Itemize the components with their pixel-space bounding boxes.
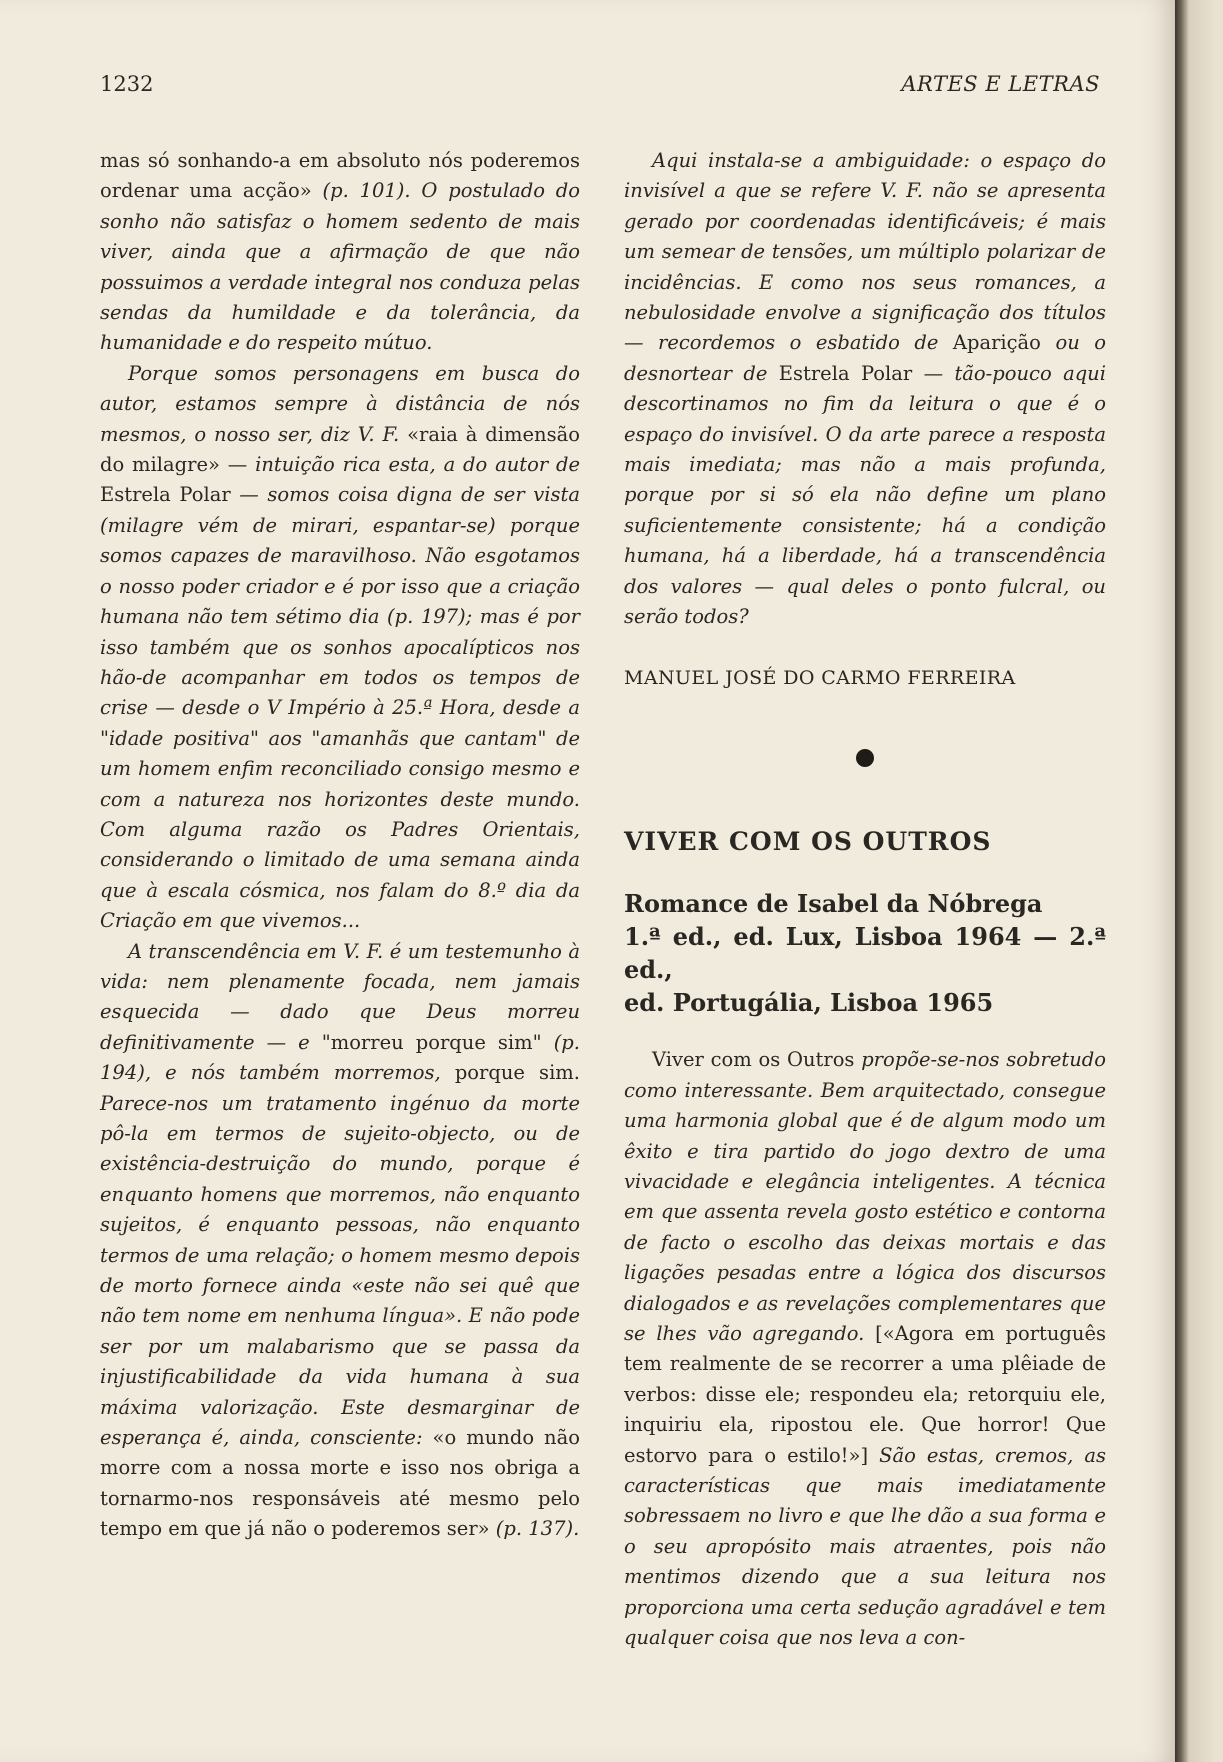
- running-title: ARTES E LETRAS: [901, 72, 1100, 96]
- paragraph: [624, 146, 1106, 633]
- italic-text: São estas, cremos, as características que mais imediatamente sobressaem no livro e que lhe dão a sua forma e o seu apropósito mais atraentes, pois não mentimos dizendo que a sua leitura nos proporciona uma certa sedução agradável e tem qualquer coisa que nos leva a con-: [624, 1443, 1106, 1650]
- italic-text: intuição rica esta, a do autor de: [255, 453, 581, 477]
- left-column: [100, 146, 580, 1545]
- italic-text: — tão-pouco aqui descortinamos no fim da leitura o que é o espaço do invisível. O da arte parece a resposta mais imediata; mas não a mais profunda, porque por si só ela não define um plano suficientemente consistente; há a condição humana, há a liberdade, há a transcendência dos valores — qual deles o ponto fulcral, ou serão todos?: [624, 361, 1106, 629]
- roman-text: porque sim.: [454, 1061, 580, 1085]
- roman-text: Estrela Polar: [778, 361, 913, 385]
- italic-text: — somos coisa digna de ser vista (milagre vém de mirari, espantar-se) porque somos capazes de maravilhoso. Não esgotamos o nosso poder criador e é por isso que a criação humana não tem sétimo dia (p. 197); mas é por isso também que os sonhos apocalípticos nos hão-de acompanhar em todos os tempos de crise — desde o V Império à 25.ª Hora, desde a "idade positiva" aos "amanhãs que cantam" de um homem enfim reconciliado consigo mesmo e com a natureza nos horizontes deste mundo. Com alguma razão os Padres Orientais, considerando o limitado de uma semana ainda que à escala cósmica, nos falam do 8.º dia da Criação em que vivemos...: [100, 483, 580, 933]
- italic-text: (p. 137).: [495, 1517, 580, 1541]
- right-column: [624, 146, 1106, 1653]
- review-title: VIVER COM OS OUTROS: [624, 826, 992, 856]
- roman-text: mas só sonhando-a em absoluto nós poderemos ordenar uma acção»: [100, 149, 580, 203]
- review-subtitle: [624, 887, 1106, 1019]
- italic-text: A transcendência em V. F. é um testemunho à vida: nem plenamente focada, nem jamais esquecida — dado que Deus morreu definitivamente — e: [100, 939, 580, 1054]
- roman-text: «raia à dimensão do milagre» —: [100, 422, 580, 477]
- italic-text: (p. 101). O postulado do sonho não satisfaz o homem sedento de mais viver, ainda que a afirmação de que não possuimos a verdade integral nos conduza pelas sendas da humildade e da tolerância, da humanidade e do respeito mútuo.: [100, 179, 580, 355]
- paragraph: [100, 359, 580, 937]
- italic-text: propõe-se-nos sobretudo como interessante. Bem arquitectado, consegue uma harmonia global que é de algum modo um êxito e tira partido do jogo dextro de uma vivacidade e elegância inteligentes. A técnica em que assenta revela gosto estético e contorna de facto o escolho das deixas mortais e das ligações pesadas entre a lógica dos discursos dialogados e as revelações complementares que se lhes vão agregando.: [624, 1048, 1106, 1345]
- roman-text: Aparição: [952, 331, 1041, 355]
- page-header: [100, 72, 1100, 108]
- review-subtitle-line: Romance de Isabel da Nóbrega: [624, 889, 1043, 919]
- italic-text: ou o desnortear de: [624, 331, 1107, 385]
- italic-text: Parece-nos um tratamento ingénuo da morte pô-la em termos de sujeito-objecto, ou de existência-destruição do mundo, porque é enquanto homens que morremos, não enquanto sujeitos, é enquanto pessoas, não enquanto termos de uma relação; o homem mesmo depois de morto fornece ainda «este não sei quê que não tem nome em nenhuma língua». E não pode ser por um malabarismo que se passa da injustificabilidade da vida humana à sua máxima valorização. Este desmarginar de esperança é, ainda, consciente:: [100, 1091, 580, 1450]
- review-subtitle-line: ed. Portugália, Lisboa 1965: [624, 988, 994, 1018]
- section-bullet-icon: [856, 749, 874, 767]
- roman-text: «o mundo não morre com a nossa morte e isso nos obriga a tornarmo-nos responsáveis até mesmo pelo tempo em que já não o poderemos ser»: [100, 1426, 580, 1541]
- italic-text: Aqui instala-se a ambiguidade: o espaço do invisível a que se refere V. F. não se apresenta gerado por coordenadas identificáveis; é mais um semear de tensões, um múltiplo polarizar de incidências. E como nos seus romances, a nebulosidade envolve a significação dos títulos — recordemos o esbatido de: [624, 149, 1106, 355]
- paragraph: [624, 1045, 1106, 1653]
- italic-text: Porque somos personagens em busca do autor, estamos sempre à distância de nós mesmos, o nosso ser, diz V. F.: [100, 361, 580, 446]
- review-subtitle-line: 1.ª ed., ed. Lux, Lisboa 1964 — 2.ª ed.,: [624, 922, 1106, 985]
- roman-text: Estrela Polar: [100, 483, 231, 507]
- italic-text: (p. 194), e nós também morremos,: [100, 1030, 580, 1085]
- paragraph: [100, 937, 580, 1545]
- paragraph: [100, 146, 580, 359]
- roman-text: [«Agora em português tem realmente de se recorrer a uma plêiade de verbos: disse ele; respondeu ela; retorquiu ele, inquiriu ela, ripostou ele. Que horror! Que estorvo para o estilo!»]: [624, 1321, 1106, 1467]
- roman-text: "morreu porque sim": [321, 1030, 542, 1054]
- roman-text: Viver com os Outros: [652, 1048, 855, 1072]
- page-number: 1232: [100, 72, 154, 96]
- author-signature: MANUEL JOSÉ DO CARMO FERREIRA: [624, 666, 1016, 689]
- book-gutter: [1175, 0, 1223, 1762]
